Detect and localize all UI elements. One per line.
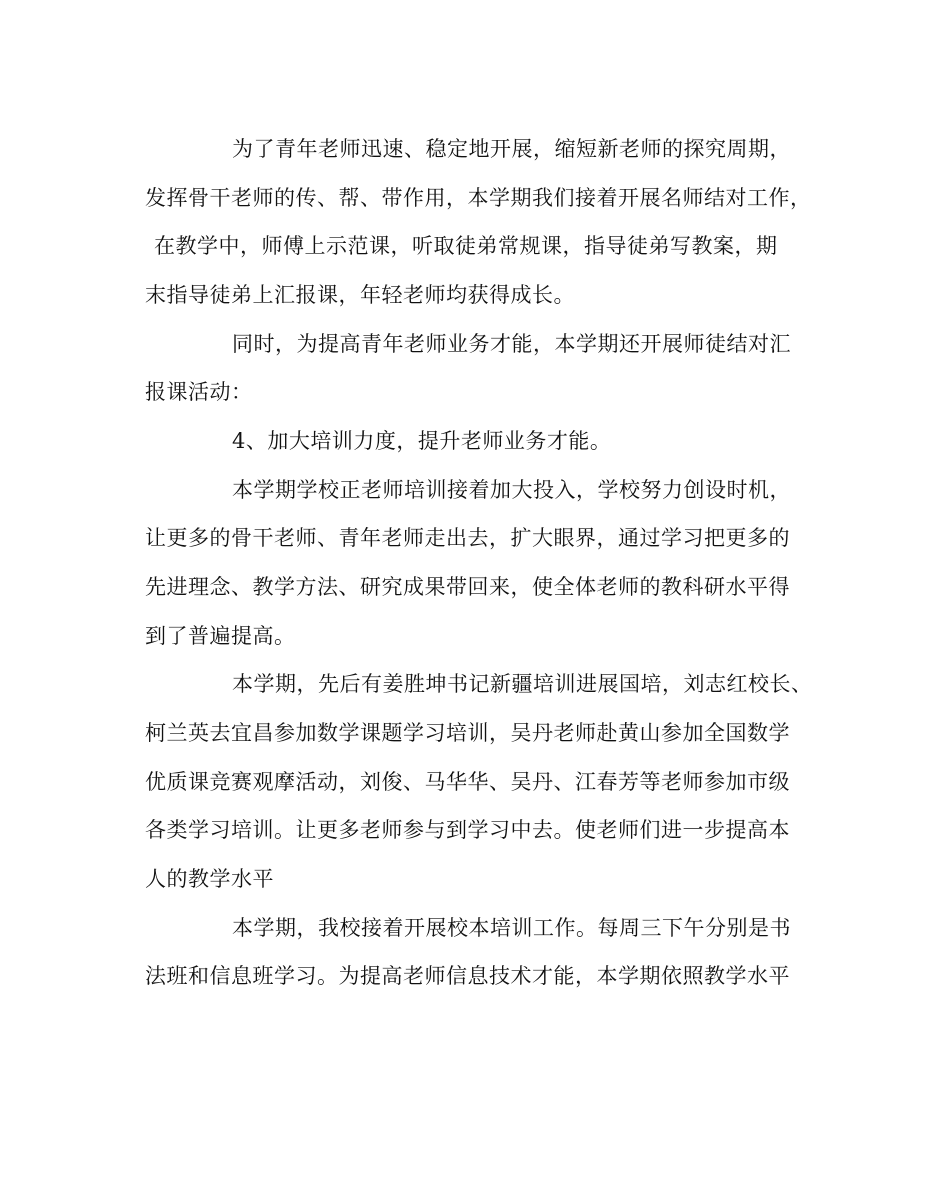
text-line: 本学期，我校接着开展校本培训工作。每周三下午分别是书 — [232, 916, 791, 940]
section-heading: 4、加大培训力度，提升老师业务才能。 — [232, 429, 612, 453]
text-line: 同时，为提高青年老师业务才能，本学期还开展师徒结对汇 — [232, 332, 791, 356]
text-line: 让更多的骨干老师、青年老师走出去，扩大眼界，通过学习把更多的 — [145, 526, 790, 550]
text-line: 本学期学校正老师培训接着加大投入，学校努力创设时机， — [232, 478, 791, 502]
text-line: 人的教学水平 — [145, 867, 274, 891]
text-line: 本学期，先后有姜胜坤书记新疆培训进展国培，刘志红校长、 — [232, 672, 813, 696]
text-line: 先进理念、教学方法、研究成果带回来，使全体老师的教科研水平得 — [145, 575, 790, 599]
text-line: 末指导徒弟上汇报课，年轻老师均获得成长。 — [145, 283, 575, 307]
text-line: 优质课竞赛观摩活动，刘俊、马华华、吴丹、江春芳等老师参加市级 — [145, 770, 790, 794]
text-line: 各类学习培训。让更多老师参与到学习中去。使老师们进一步提高本 — [145, 818, 790, 842]
text-line: 在教学中，师傅上示范课，听取徒弟常规课，指导徒弟写教案，期 — [154, 234, 778, 258]
text-line: 为了青年老师迅速、稳定地开展，缩短新老师的探究周期， — [232, 137, 791, 161]
text-line: 法班和信息班学习。为提高老师信息技术才能，本学期依照教学水平 — [145, 964, 790, 988]
text-line: 到了普遍提高。 — [145, 624, 296, 648]
text-line: 柯兰英去宜昌参加数学课题学习培训，吴丹老师赴黄山参加全国数学 — [145, 721, 790, 745]
text-line: 发挥骨干老师的传、帮、带作用，本学期我们接着开展名师结对工作， — [145, 186, 812, 210]
text-line: 报课活动： — [145, 380, 253, 404]
